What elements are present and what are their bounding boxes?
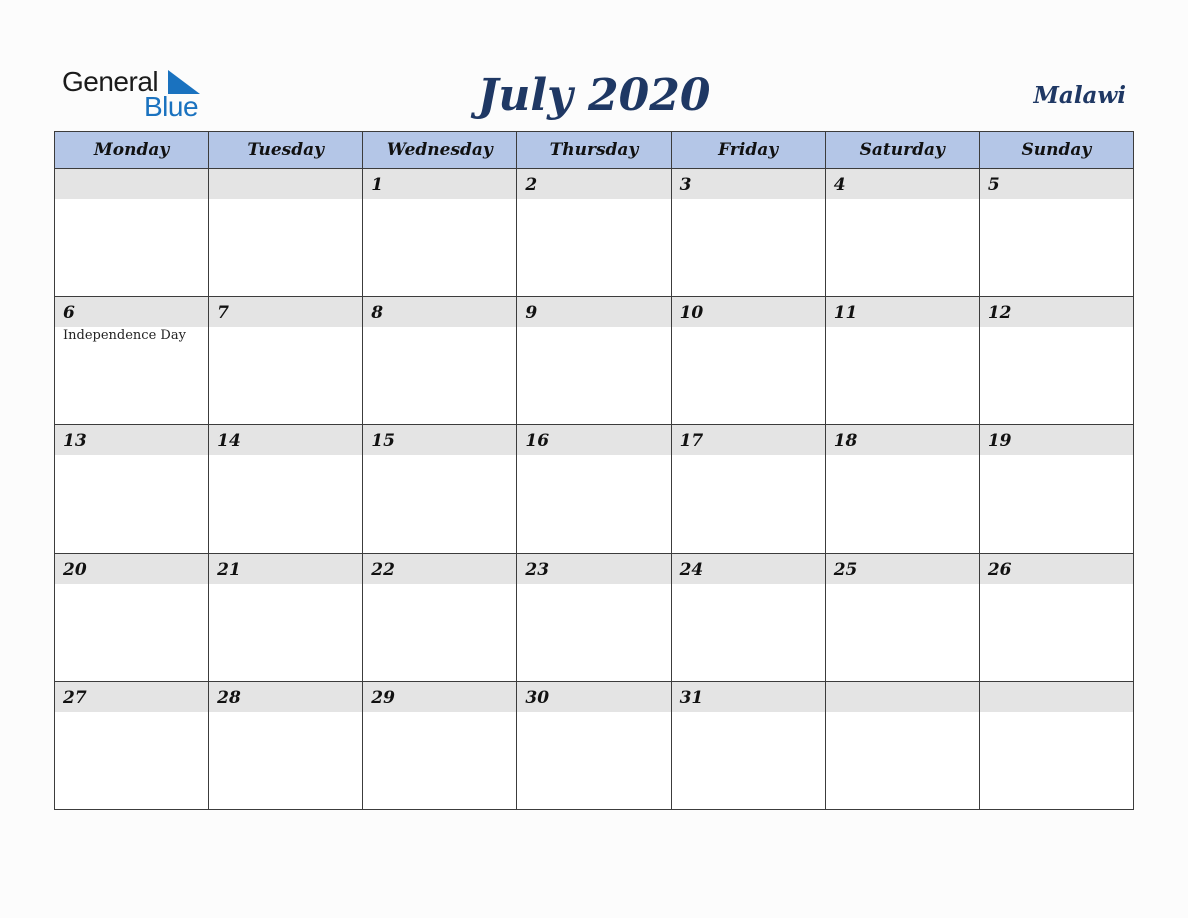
- logo-word-blue: Blue: [144, 91, 199, 122]
- day-number: 25: [826, 554, 979, 584]
- day-cell[interactable]: [363, 553, 517, 681]
- day-number: 28: [209, 682, 362, 712]
- day-number: 26: [980, 554, 1133, 584]
- weekday-header: Thursday: [517, 132, 671, 169]
- day-cell[interactable]: [671, 297, 825, 425]
- day-cell[interactable]: [979, 425, 1133, 553]
- week-row: [55, 681, 1134, 809]
- day-cell[interactable]: [979, 681, 1133, 809]
- day-cell[interactable]: [209, 297, 363, 425]
- day-number: 15: [363, 425, 516, 455]
- weekday-header: Monday: [55, 132, 209, 169]
- day-cell[interactable]: [671, 553, 825, 681]
- week-row: [55, 169, 1134, 297]
- weekday-header: Saturday: [825, 132, 979, 169]
- day-cell[interactable]: [363, 169, 517, 297]
- day-number: 22: [363, 554, 516, 584]
- day-number: 30: [517, 682, 670, 712]
- day-cell[interactable]: [363, 297, 517, 425]
- week-row: [55, 297, 1134, 425]
- day-cell[interactable]: [517, 169, 671, 297]
- day-number: [980, 682, 1133, 712]
- day-cell[interactable]: [671, 425, 825, 553]
- day-number: 27: [55, 682, 208, 712]
- day-cell[interactable]: [363, 681, 517, 809]
- weekday-header: Sunday: [979, 132, 1133, 169]
- weekday-header: Tuesday: [209, 132, 363, 169]
- week-row: [55, 553, 1134, 681]
- day-cell[interactable]: [979, 553, 1133, 681]
- day-number: 19: [980, 425, 1133, 455]
- day-cell[interactable]: [517, 681, 671, 809]
- day-number: 6: [55, 297, 208, 327]
- day-cell[interactable]: [209, 169, 363, 297]
- day-cell[interactable]: [979, 169, 1133, 297]
- day-number: 14: [209, 425, 362, 455]
- day-number: [55, 169, 208, 199]
- country-name: Malawi: [1033, 82, 1126, 109]
- day-number: 2: [517, 169, 670, 199]
- day-cell[interactable]: [825, 553, 979, 681]
- day-number: 18: [826, 425, 979, 455]
- day-cell[interactable]: [55, 553, 209, 681]
- day-cell[interactable]: [517, 425, 671, 553]
- day-cell[interactable]: [517, 297, 671, 425]
- day-number: 31: [672, 682, 825, 712]
- day-cell[interactable]: [671, 681, 825, 809]
- day-cell[interactable]: [209, 553, 363, 681]
- day-cell[interactable]: [55, 169, 209, 297]
- day-cell[interactable]: [55, 297, 209, 425]
- day-cell[interactable]: [363, 425, 517, 553]
- day-cell[interactable]: [825, 425, 979, 553]
- day-cell[interactable]: [825, 169, 979, 297]
- day-number: 10: [672, 297, 825, 327]
- day-number: 17: [672, 425, 825, 455]
- day-cell[interactable]: [671, 169, 825, 297]
- weekday-header-row: [55, 132, 1134, 169]
- day-number: 13: [55, 425, 208, 455]
- day-cell[interactable]: [55, 681, 209, 809]
- day-number: 23: [517, 554, 670, 584]
- logo-word-general: General: [62, 66, 159, 97]
- day-number: 16: [517, 425, 670, 455]
- day-number: 29: [363, 682, 516, 712]
- day-number: 4: [826, 169, 979, 199]
- day-number: 5: [980, 169, 1133, 199]
- day-cell[interactable]: [517, 553, 671, 681]
- month-title: July 2020: [477, 70, 711, 121]
- day-number: 3: [672, 169, 825, 199]
- weekday-header: Friday: [671, 132, 825, 169]
- day-number: [209, 169, 362, 199]
- day-number: 1: [363, 169, 516, 199]
- day-cell[interactable]: [979, 297, 1133, 425]
- day-cell[interactable]: [209, 681, 363, 809]
- day-cell[interactable]: [825, 681, 979, 809]
- day-number: 12: [980, 297, 1133, 327]
- week-row: [55, 425, 1134, 553]
- weekday-header: Wednesday: [363, 132, 517, 169]
- day-cell[interactable]: [825, 297, 979, 425]
- holiday-label: Independence Day: [63, 328, 186, 344]
- day-number: 9: [517, 297, 670, 327]
- day-number: 20: [55, 554, 208, 584]
- day-number: 24: [672, 554, 825, 584]
- calendar-grid: [54, 131, 1134, 810]
- day-cell[interactable]: [55, 425, 209, 553]
- day-number: 11: [826, 297, 979, 327]
- day-number: 7: [209, 297, 362, 327]
- day-number: [826, 682, 979, 712]
- calendar-body: [55, 169, 1134, 810]
- day-cell[interactable]: [209, 425, 363, 553]
- day-number: 8: [363, 297, 516, 327]
- day-number: 21: [209, 554, 362, 584]
